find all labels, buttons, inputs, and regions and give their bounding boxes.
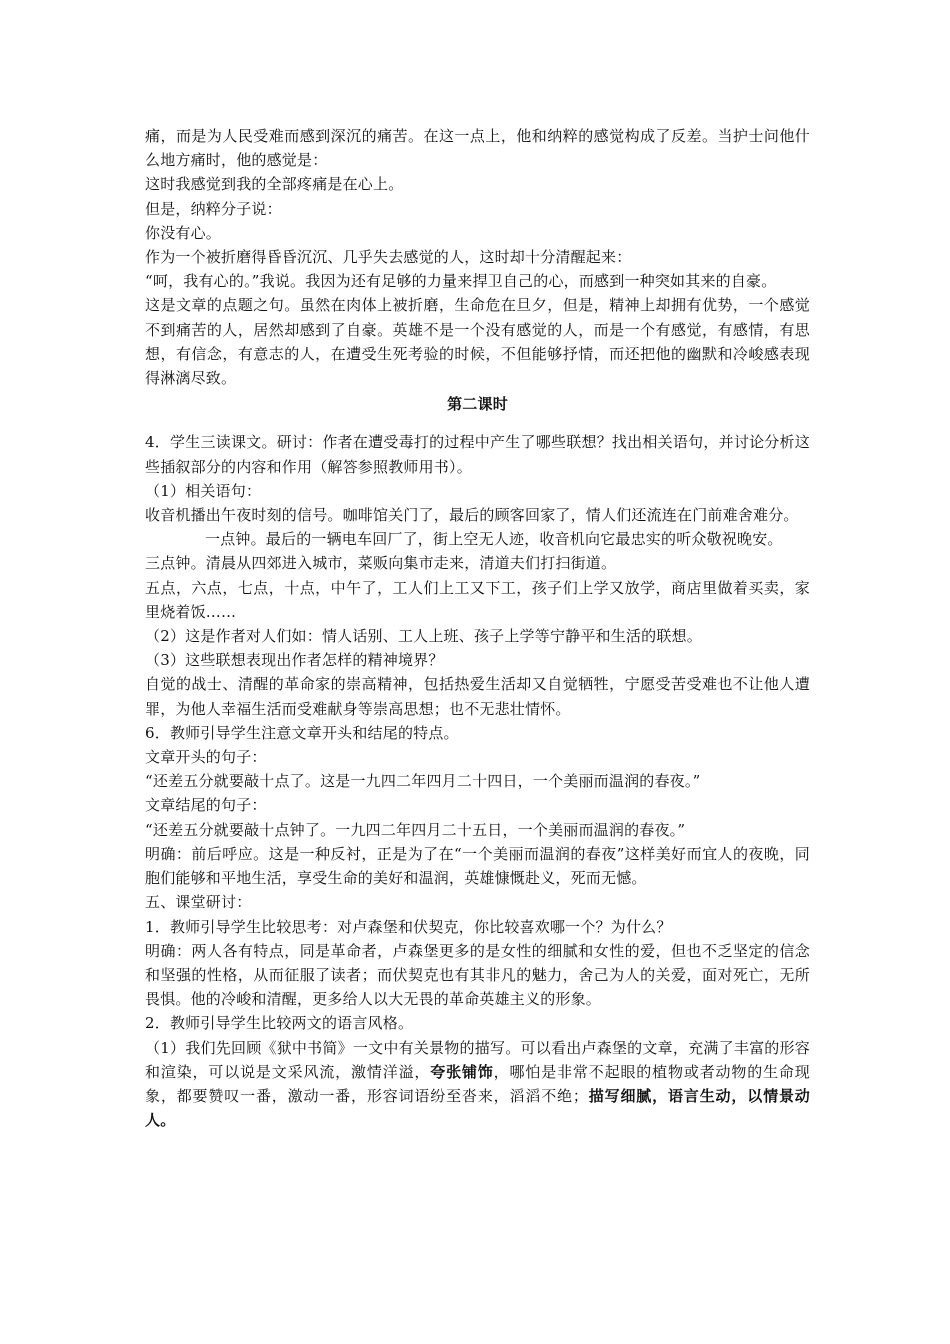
paragraph: 自觉的战士、清醒的革命家的崇高精神，包括热爱生活却又自觉牺牲，宁愿受苦受难也不让他人遭罪，为他人幸福生活而受难献身等崇高思想；也不无悲壮情怀。 — [145, 675, 810, 718]
paragraph: 4．学生三读课文。研讨：作者在遭受毒打的过程中产生了哪些联想？找出相关语句，并讨论分析这些插叙部分的内容和作用（解答参照教师用书）。 — [145, 433, 810, 476]
paragraph: 这时我感觉到我的全部疼痛是在心上。 — [145, 175, 404, 194]
paragraph: 三点钟。清晨从四郊进入城市，菜贩向集市走来，清道夫们打扫街道。 — [145, 554, 617, 573]
text-run: （1）我们先回顾《狱中书简》一文中有关景物的描写。可以看出卢森堡的文章，充满了丰富的形容和渲染，可以说是文采风流，激情洋溢， — [145, 1038, 810, 1081]
paragraph: 五、课堂研讨： — [145, 893, 252, 912]
paragraph: （1）相关语句： — [145, 481, 262, 500]
paragraph: 明确：前后呼应。这是一种反衬，正是为了在“一个美丽而温润的春夜”这样美好而宜人的夜晚，同胞们能够和平地生活，享受生命的美好和温润，英雄慷慨赴义，死而无憾。 — [145, 844, 810, 888]
paragraph: 文章结尾的句子： — [145, 796, 267, 815]
paragraph: 作为一个被折磨得昏昏沉沉、几乎失去感觉的人，这时却十分清醒起来： — [145, 248, 632, 267]
paragraph: “还差五分就要敲十点钟了。一九四二年四月二十五日，一个美丽而温润的春夜。” — [145, 820, 686, 839]
paragraph: 你没有心。 — [145, 223, 222, 242]
document-body — [145, 124, 810, 1132]
paragraph: （2）这是作者对人们如：情人话别、工人上班、孩子上学等宁静平和生活的联想。 — [145, 627, 702, 646]
bold-text-run: 夸张铺饰 — [430, 1062, 494, 1081]
paragraph: 1．教师引导学生比较思考：对卢森堡和伏契克，你比较喜欢哪一个？为什么？ — [145, 917, 672, 936]
paragraph: 文章开头的句子： — [145, 748, 267, 767]
paragraph: 但是，纳粹分子说： — [145, 199, 282, 218]
paragraph: 6．教师引导学生注意文章开头和结尾的特点。 — [145, 723, 459, 742]
paragraph: 收音机播出午夜时刻的信号。咖啡馆关门了，最后的顾客回家了，情人们还流连在门前难舍难分。 — [145, 506, 799, 525]
bold-text-run: 描写细腻，语言生动，以情景动人。 — [145, 1086, 810, 1130]
paragraph: 一点钟。最后的一辆电车回厂了，街上空无人迹，收音机向它最忠实的听众敬祝晚安。 — [205, 530, 783, 549]
paragraph: “还差五分就要敲十点了。这是一九四二年四月二十四日，一个美丽而温润的春夜。” — [145, 772, 701, 791]
paragraph: “呵，我有心的。”我说。我因为还有足够的力量来捍卫自己的心，而感到一种突如其来的自豪。 — [145, 272, 777, 291]
section-heading: 第二课时 — [447, 395, 508, 414]
paragraph: 这是文章的点题之句。虽然在肉体上被折磨，生命危在旦夕，但是，精神上却拥有优势，一个感觉不到痛苦的人，居然却感到了自豪。英雄不是一个没有感觉的人，而是一个有感觉，有感情，有思想，有信念，有意志的人，在遭受生死考验的时候，不但能够抒情，而还把他的幽默和冷峻感表现得淋漓尽致。 — [145, 296, 810, 388]
paragraph: 痛，而是为人民受难而感到深沉的痛苦。在这一点上，他和纳粹的感觉构成了反差。当护士问他什么地方痛时，他的感觉是： — [145, 127, 810, 170]
paragraph: （3）这些联想表现出作者怎样的精神境界？ — [145, 651, 444, 670]
paragraph-mixed — [145, 1036, 810, 1133]
text-run: ，哪怕是非常不起眼的植物或者动物的生命现象，都要赞叹一番，激动一番，形容词语纷至沓来，滔滔不绝； — [145, 1062, 810, 1105]
paragraph: 2．教师引导学生比较两文的语言风格。 — [145, 1014, 414, 1033]
paragraph: 五点，六点，七点，十点，中午了，工人们上工又下工，孩子们上学又放学，商店里做着买卖，家里烧着饭…… — [145, 578, 810, 621]
paragraph: 明确：两人各有特点，同是革命者，卢森堡更多的是女性的细腻和女性的爱，但也不乏坚定的信念和坚强的性格，从而征服了读者；而伏契克也有其非凡的魅力，舍己为人的关爱，面对死亡，无所畏惧。他的冷峻和清醒，更多给人以大无畏的革命英雄主义的形象。 — [145, 941, 810, 1009]
